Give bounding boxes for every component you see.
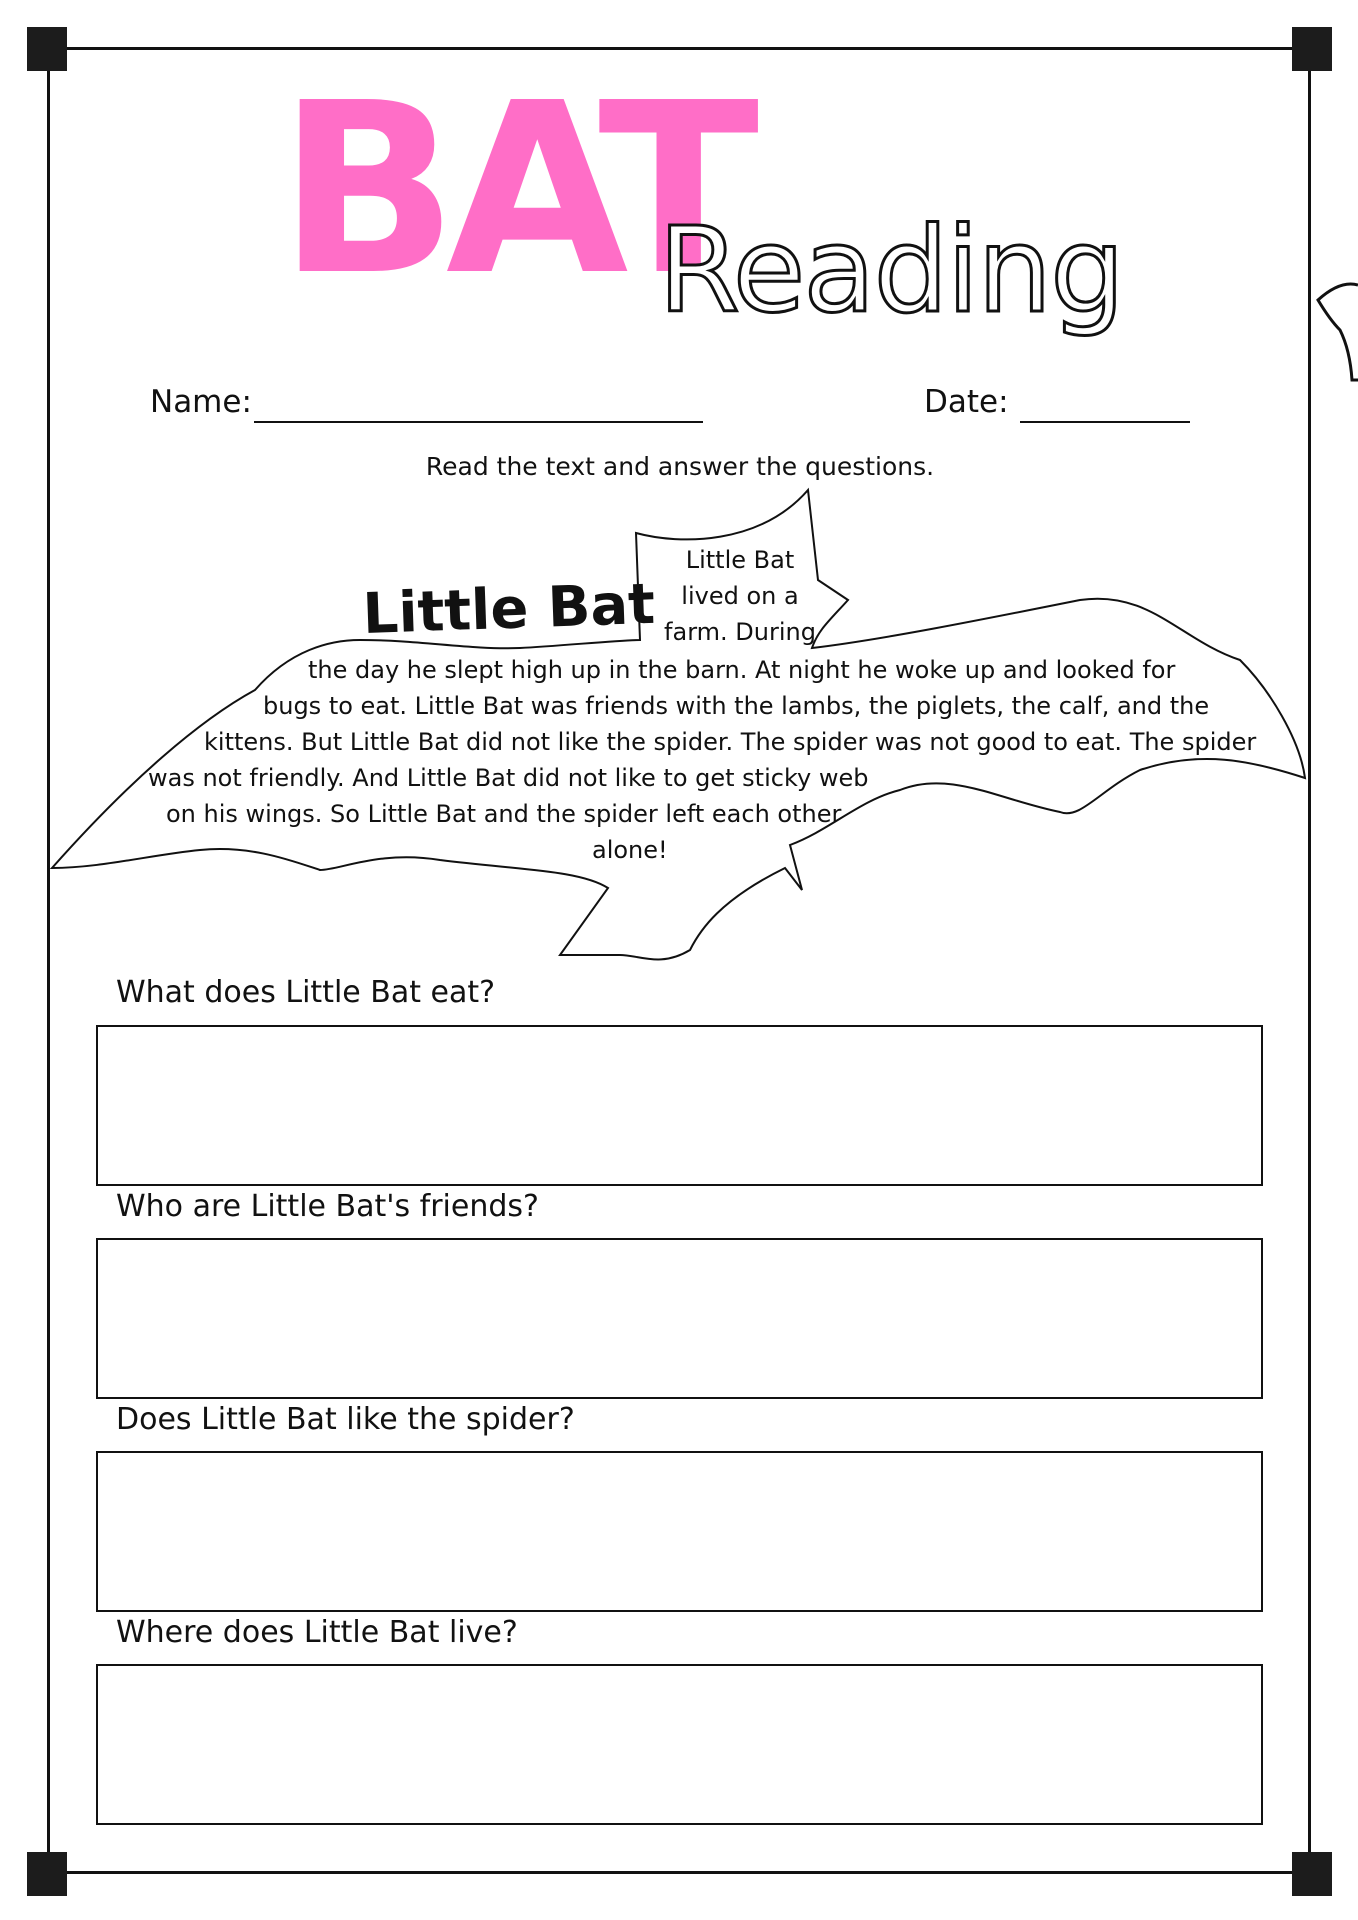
corner-square-bottom-right	[1292, 1852, 1332, 1896]
date-label: Date:	[924, 384, 1009, 420]
story-body-text	[130, 652, 1310, 868]
answer-box-4[interactable]	[96, 1664, 1263, 1825]
name-label: Name:	[150, 384, 252, 420]
story-body-line: kittens. But Little Bat did not like the spider. The spider was not good to eat. The spider	[204, 728, 1257, 756]
question-1: What does Little Bat eat?	[116, 975, 496, 1010]
story-body-line: the day he slept high up in the barn. At night he woke up and looked for	[308, 656, 1176, 684]
story-body-line: was not friendly. And Little Bat did not like to get sticky web	[148, 764, 869, 792]
corner-square-bottom-left	[27, 1852, 67, 1896]
instructions: Read the text and answer the questions.	[425, 452, 935, 481]
question-4: Where does Little Bat live?	[116, 1615, 518, 1650]
answer-box-1[interactable]	[96, 1025, 1263, 1186]
question-2: Who are Little Bat's friends?	[116, 1189, 539, 1224]
story-body-line: alone!	[592, 836, 668, 864]
story-head-line: lived on a	[681, 582, 799, 610]
title-bat: BAT	[278, 52, 748, 327]
story-body-line: bugs to eat. Little Bat was friends with the lambs, the piglets, the calf, and the	[263, 692, 1210, 720]
story-body-line: on his wings. So Little Bat and the spider left each other	[166, 800, 842, 828]
question-3: Does Little Bat like the spider?	[116, 1402, 575, 1437]
story-head-line: Little Bat	[685, 546, 795, 574]
answer-box-3[interactable]	[96, 1451, 1263, 1612]
answer-box-2[interactable]	[96, 1238, 1263, 1399]
story-head-text	[640, 542, 840, 650]
title-reading: Reading	[658, 201, 1123, 339]
story-title: Little Bat	[361, 571, 657, 648]
story-head-line: farm. During	[664, 618, 816, 646]
